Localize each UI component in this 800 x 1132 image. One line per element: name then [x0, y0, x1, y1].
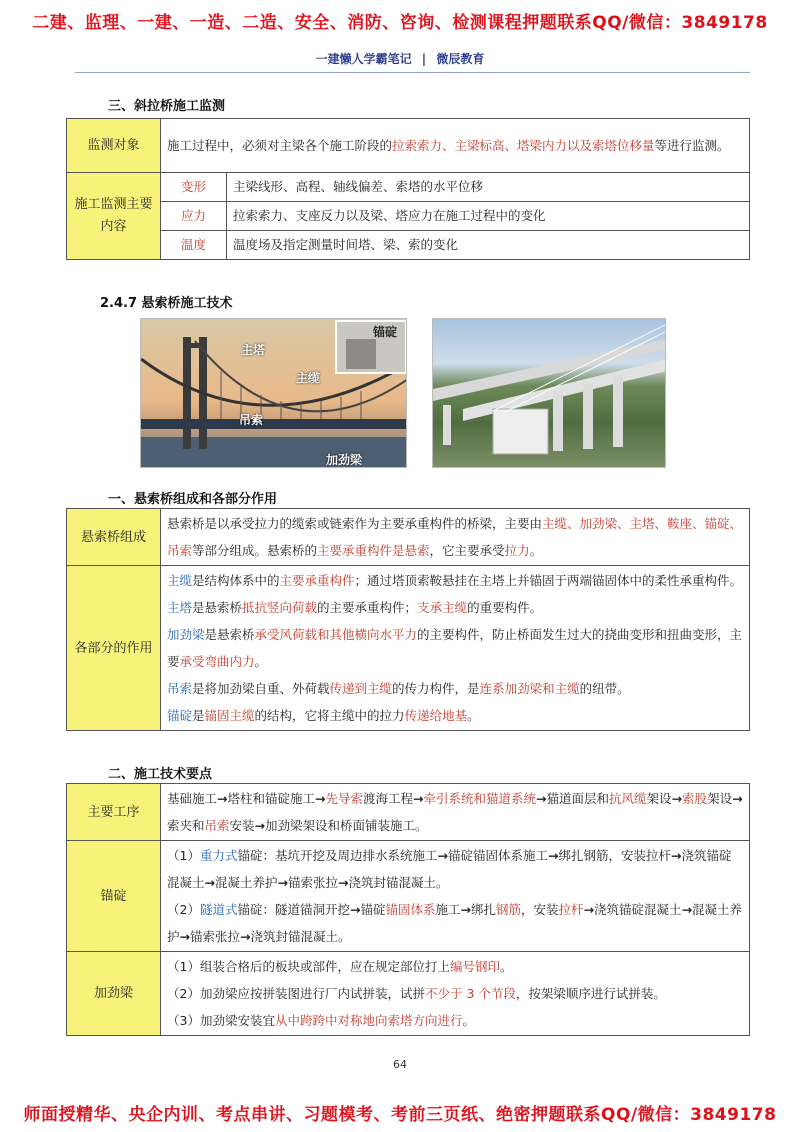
comp-text: 悬索桥是以承受拉力的缆索或链索作为主要承重构件的桥梁，主要由 — [167, 516, 543, 531]
text: 。 — [499, 959, 513, 974]
row-label-stiffening-girder: 加劲梁 — [67, 952, 161, 1036]
text: （2）加劲梁应按拼装图进行厂内试拼装，试拼 — [167, 986, 425, 1001]
tech-points-table — [66, 783, 750, 1036]
term: 锚碇 — [167, 708, 193, 723]
function-paragraph — [167, 675, 743, 702]
bridge-illustration — [141, 319, 407, 468]
comp-highlight: 主要承重构件是悬索 — [317, 543, 430, 558]
arrow: → — [254, 818, 266, 833]
text: 的主要构件，防止桥面发生过大的挠曲变形和扭曲变形，主要 — [167, 627, 743, 669]
highlight: 锚固主缆 — [204, 708, 255, 723]
page-header — [300, 50, 500, 67]
highlight: 承受弯曲内力 — [179, 654, 255, 669]
text: ，安装 — [521, 902, 559, 917]
arrow: → — [536, 791, 547, 806]
arrow: → — [179, 929, 190, 944]
section2-title: 二、施工技术要点 — [108, 767, 213, 782]
text: 是结构体系中的 — [192, 573, 280, 588]
header-sep: | — [421, 52, 427, 66]
monitor-text-a: 施工过程中，必须对主梁各个施工阶段的 — [167, 137, 393, 153]
highlight: 连系加劲梁和主缆 — [479, 681, 580, 696]
text: 浇筑锚碇混凝土 — [594, 902, 682, 917]
text: 是 — [192, 708, 205, 723]
comp-highlight: 拉力 — [504, 543, 530, 558]
comp-text: 。 — [529, 543, 543, 558]
header-right: 微辰教育 — [436, 52, 485, 66]
text: 锚碇：隧道锚洞开挖 — [237, 902, 350, 917]
girder-cell — [161, 952, 750, 1036]
arrow: → — [583, 902, 595, 917]
text: 的主要承重构件； — [317, 600, 418, 615]
arrow: → — [547, 848, 559, 863]
highlight: 不少于 3 个节段 — [424, 986, 516, 1001]
item-name: 变形 — [161, 173, 227, 202]
highlight: 锚固体系 — [385, 902, 436, 917]
composition-table — [66, 508, 750, 731]
girder-point-2 — [167, 980, 743, 1007]
item-name: 应力 — [161, 202, 227, 231]
row-label-composition: 悬索桥组成 — [67, 509, 161, 566]
step: 加劲梁架设和桥面铺装施工。 — [265, 818, 428, 833]
step: 渡海工程 — [363, 791, 414, 806]
step-highlight: 索股 — [682, 791, 708, 806]
arrow: → — [315, 791, 326, 806]
text: 混凝土养护 — [215, 875, 278, 890]
row-label-monitor-target: 监测对象 — [67, 119, 161, 173]
text: ，按架梁顺序进行试拼装。 — [515, 986, 666, 1001]
header-left: 一建懒人学霸笔记 — [315, 52, 412, 66]
text: 。 — [254, 654, 268, 669]
comp-text: 等部分组成。悬索桥的 — [192, 543, 318, 558]
anchorage-cell — [161, 841, 750, 952]
anchorage-illustration — [433, 319, 666, 468]
function-paragraph — [167, 567, 743, 594]
text: 施工 — [435, 902, 461, 917]
text: 浇筑封锚混凝土。 — [348, 875, 449, 890]
highlight: 支承主缆 — [417, 600, 468, 615]
comp-text: ，它主要承受 — [429, 543, 505, 558]
item-desc: 主梁线形、高程、轴线偏差、索塔的水平位移 — [227, 173, 750, 202]
label-anchorage: 锚碇 — [373, 325, 398, 339]
text: 的重要构件。 — [467, 600, 543, 615]
arrow: → — [732, 791, 743, 806]
monitor-text-red: 拉索索力、主梁标高、塔梁内力以及索塔位移量 — [392, 137, 655, 153]
text: 混凝土养护 — [167, 902, 743, 944]
highlight: 主要承重构件 — [279, 573, 355, 588]
highlight: 传递到主缆 — [329, 681, 393, 696]
functions-cell — [161, 566, 750, 731]
num: （1） — [167, 848, 200, 863]
monitoring-table — [66, 118, 750, 260]
suspension-bridge-photo — [140, 318, 407, 468]
text: 锚碇 — [360, 902, 386, 917]
arrow: → — [681, 902, 693, 917]
monitor-target-cell — [161, 119, 750, 173]
item-desc: 温度场及指定测量时间塔、梁、索的变化 — [227, 231, 750, 260]
monitor-content-label: 施工监测主要内容 — [74, 197, 153, 234]
girder-point-3 — [167, 1007, 743, 1034]
text: 锚索张拉 — [190, 929, 241, 944]
function-paragraph — [167, 621, 743, 675]
bottom-banner: 师面授精华、央企内训、考点串讲、习题模考、考前三页纸、绝密押题联系QQ/微信：3849178 — [23, 1105, 777, 1125]
text: （3）加劲梁安装宜 — [167, 1013, 275, 1028]
step: 猫道面层和 — [546, 791, 610, 806]
step: 索夹和 — [167, 818, 205, 833]
row-label-monitor-content — [67, 173, 161, 260]
text: 的传力构件，是 — [392, 681, 480, 696]
arrow: → — [240, 929, 251, 944]
term: 加劲梁 — [167, 627, 205, 642]
label-hanger: 吊索 — [239, 413, 264, 427]
term: 隧道式 — [199, 902, 238, 917]
step: 安装 — [229, 818, 255, 833]
text: （1）组装合格后的板块或部件，应在规定部位打上 — [167, 959, 450, 974]
arrow: → — [437, 848, 448, 863]
section1-title: 一、悬索桥组成和各部分作用 — [108, 492, 278, 507]
text: 的结构，它将主缆中的拉力 — [254, 708, 405, 723]
step-highlight: 先导索 — [325, 791, 364, 806]
highlight: 编号钢印 — [449, 959, 500, 974]
term: 主塔 — [167, 600, 193, 615]
step: 架设 — [646, 791, 672, 806]
term: 重力式 — [199, 848, 238, 863]
text: 是悬索桥 — [192, 600, 243, 615]
comp-highlight: 主缆、加劲梁、主塔、鞍座、锚碇、吊索 — [167, 516, 743, 558]
term: 主缆 — [167, 573, 193, 588]
text: 绑扎钢筋，安装拉杆 — [558, 848, 671, 863]
term: 吊索 — [167, 681, 193, 696]
arrow: → — [413, 791, 424, 806]
arrow: → — [217, 791, 228, 806]
monitor-text-b: 等进行监测。 — [654, 137, 730, 153]
anchorage-tunnel — [167, 896, 743, 950]
arrow: → — [204, 875, 215, 890]
main-process-cell — [161, 784, 750, 841]
text: 的纽带。 — [579, 681, 630, 696]
row-label-main-process: 主要工序 — [67, 784, 161, 841]
highlight: 钢筋 — [496, 902, 522, 917]
item-desc: 拉索索力、支座反力以及梁、塔应力在施工过程中的变化 — [227, 202, 750, 231]
step: 架设 — [707, 791, 733, 806]
num: （2） — [167, 902, 200, 917]
composition-cell — [161, 509, 750, 566]
anchorage-photo — [432, 318, 666, 468]
section3-title: 三、斜拉桥施工监测 — [108, 99, 226, 114]
step: 基础施工 — [167, 791, 218, 806]
arrow: → — [670, 848, 682, 863]
page-number: 64 — [393, 1058, 407, 1071]
text: 锚索张拉 — [288, 875, 339, 890]
text: 。 — [462, 1013, 475, 1028]
text: 锚碇：基坑开挖及周边排水系统施工 — [237, 848, 438, 863]
text: 。 — [467, 708, 480, 723]
step-highlight: 抗风缆 — [609, 791, 647, 806]
highlight: 承受风荷载和其他横向水平力 — [254, 627, 418, 642]
arrow: → — [460, 902, 471, 917]
text: 浇筑锚碇混凝土 — [167, 848, 732, 890]
step-highlight: 牵引系统和猫道系统 — [423, 791, 537, 806]
function-paragraph — [167, 594, 743, 621]
arrow: → — [338, 875, 349, 890]
header-rule — [75, 72, 750, 73]
label-stiffening-girder: 加劲梁 — [326, 453, 363, 467]
text: ；通过塔顶索鞍悬挂在主塔上并锚固于两端锚固体中的柔性承重构件。 — [354, 573, 743, 588]
row-label-functions: 各部分的作用 — [67, 566, 161, 731]
text: 浇筑封锚混凝土。 — [250, 929, 351, 944]
label-main-cable: 主缆 — [296, 371, 321, 385]
text: 是将加劲梁自重、外荷载 — [192, 681, 330, 696]
girder-point-1 — [167, 953, 743, 980]
text: 锚碇锚固体系施工 — [447, 848, 548, 863]
step-highlight: 吊索 — [204, 818, 230, 833]
highlight: 从中跨跨中对称地向索塔方向进行 — [274, 1013, 463, 1028]
text: 绑扎 — [471, 902, 497, 917]
item-name: 温度 — [161, 231, 227, 260]
anchorage-gravity — [167, 842, 743, 896]
arrow: → — [277, 875, 288, 890]
highlight: 传递给地基 — [404, 708, 468, 723]
highlight: 抵抗竖向荷载 — [242, 600, 318, 615]
text: 是悬索桥 — [204, 627, 255, 642]
function-paragraph — [167, 702, 743, 729]
label-tower: 主塔 — [241, 343, 266, 357]
top-banner: 二建、监理、一建、一造、二造、安全、消防、咨询、检测课程押题联系QQ/微信：3849178 — [32, 13, 768, 33]
row-label-anchorage: 锚碇 — [67, 841, 161, 952]
arrow: → — [671, 791, 683, 806]
highlight: 拉杆 — [558, 902, 584, 917]
step: 塔柱和锚碇施工 — [227, 791, 316, 806]
section247-title: 2.4.7 悬索桥施工技术 — [100, 296, 233, 311]
arrow: → — [349, 902, 361, 917]
